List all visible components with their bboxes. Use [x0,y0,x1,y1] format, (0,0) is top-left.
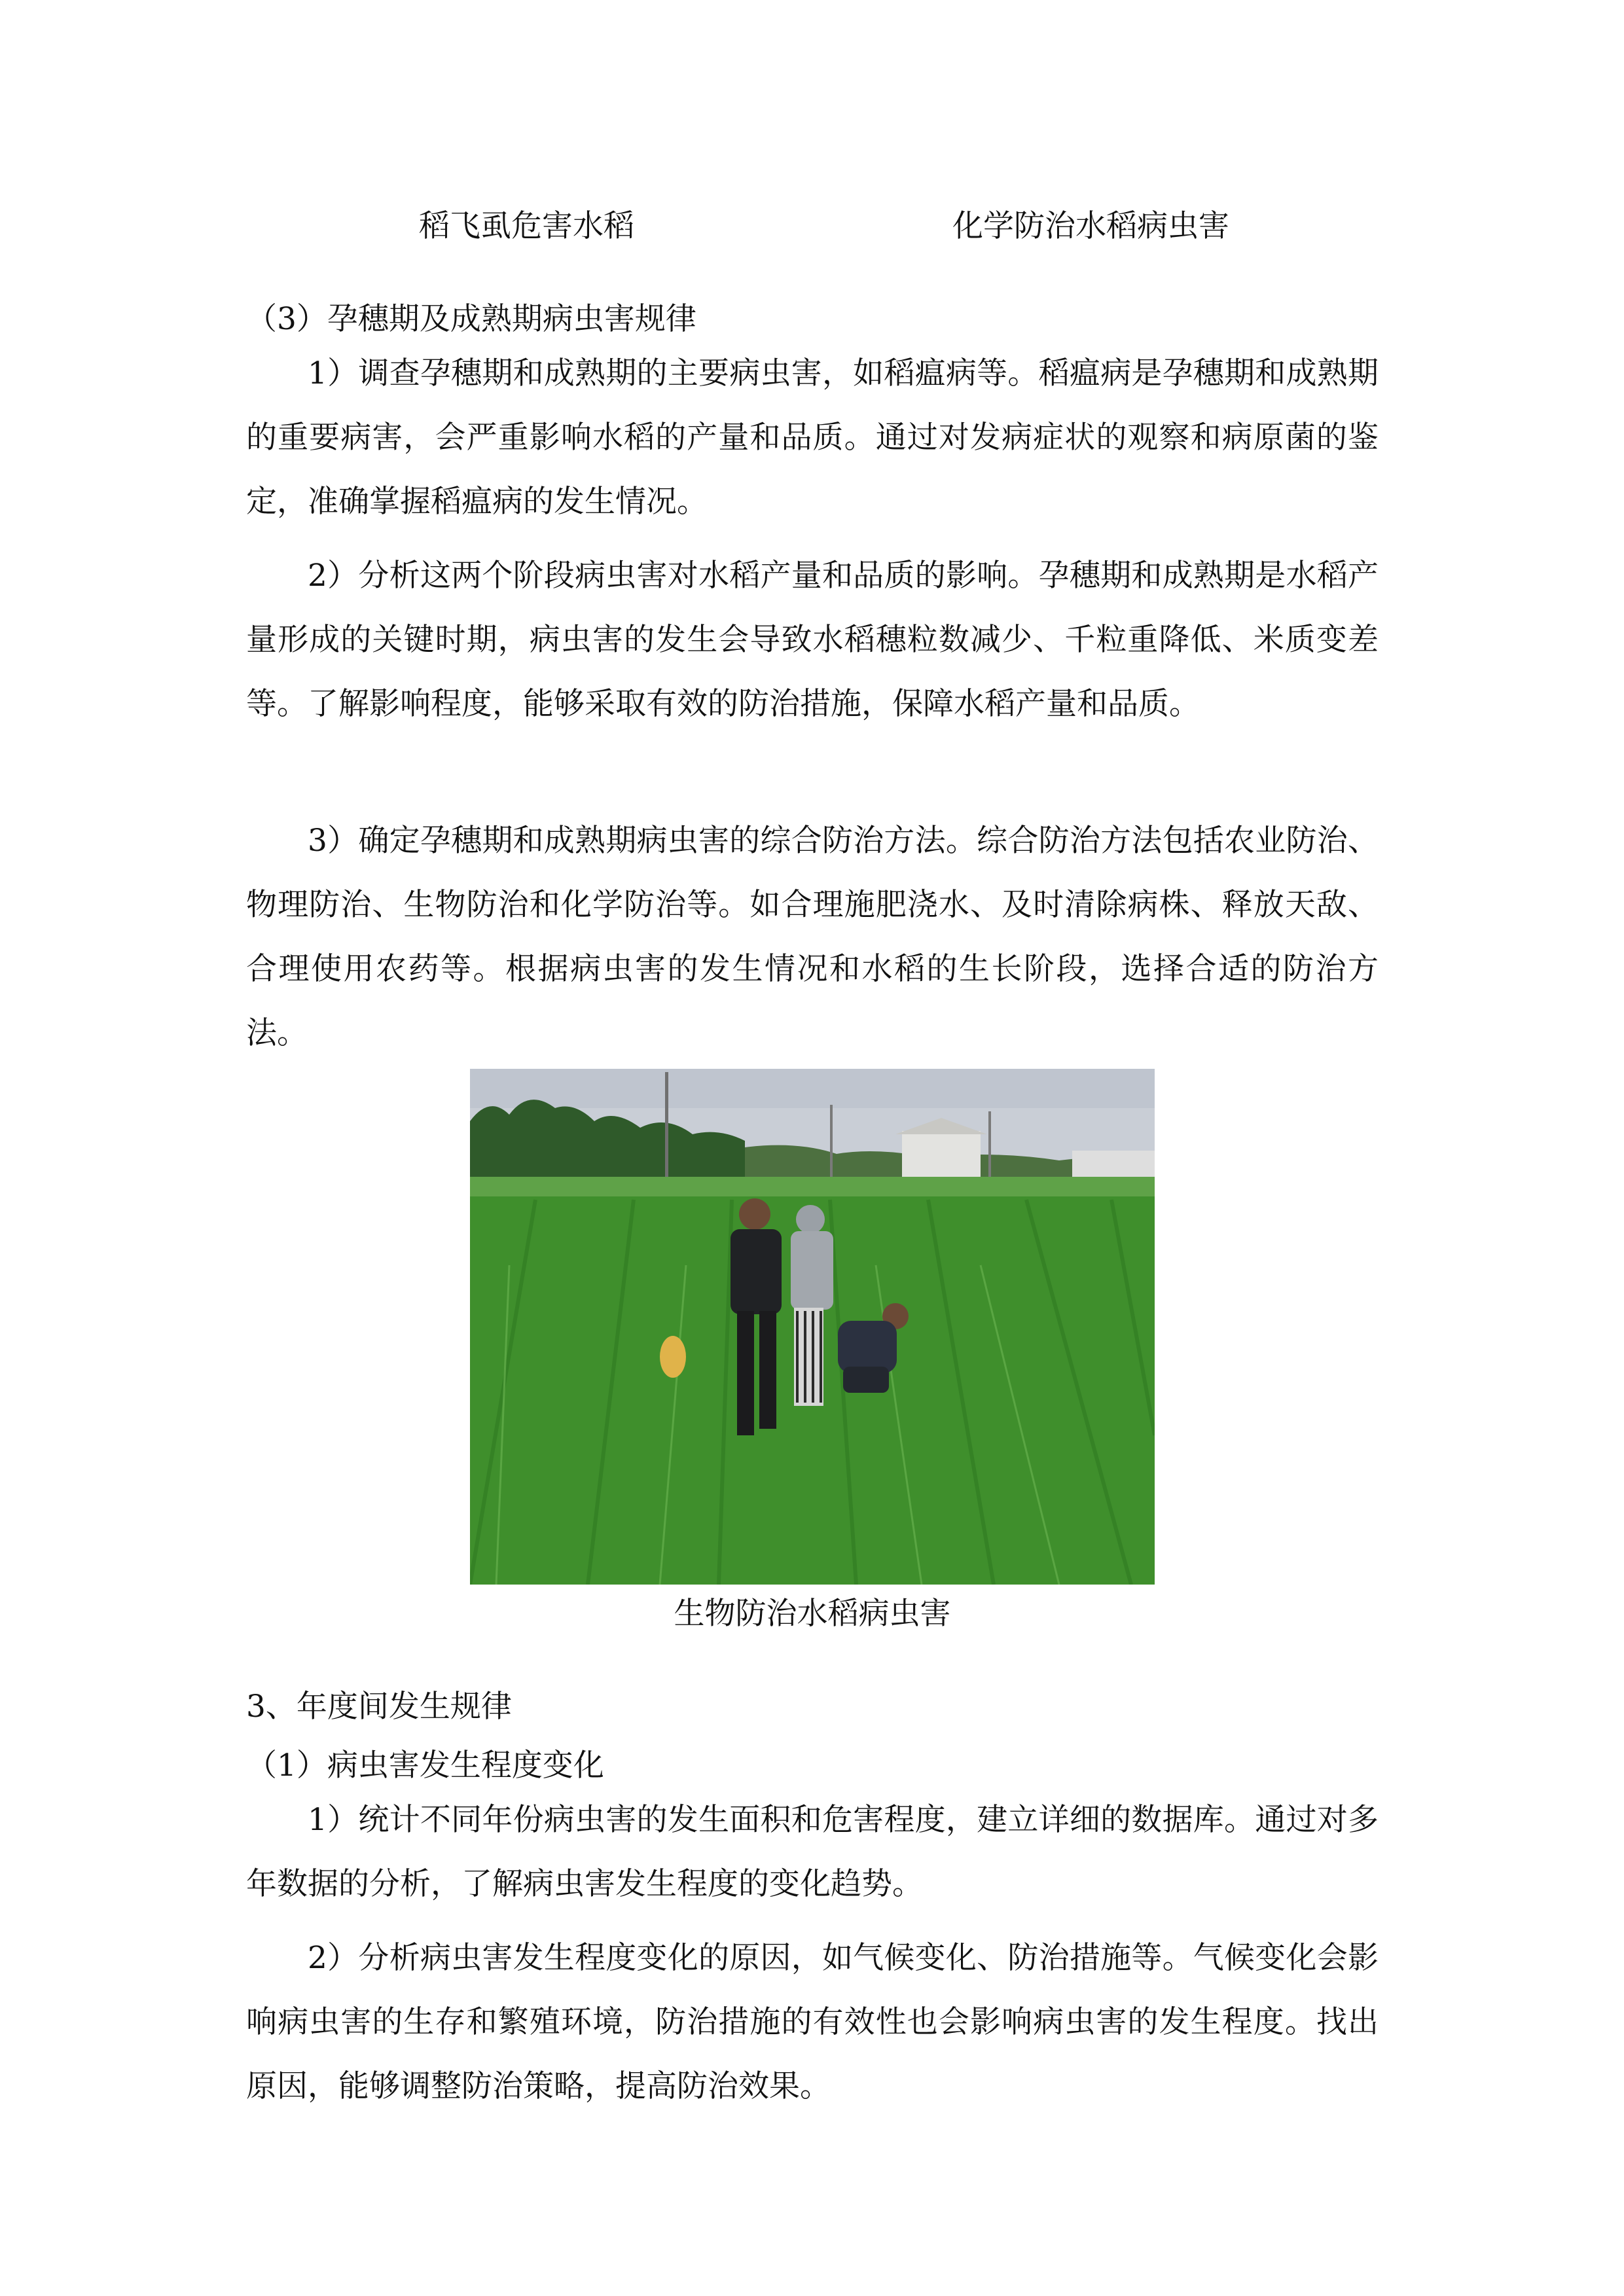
field-photo-biological-control [470,1069,1155,1585]
caption-planthopper-damage: 稻飞虱危害水稻 [419,208,634,244]
paragraph-booting-1: 1）调查孕穗期和成熟期的主要病虫害，如稻瘟病等。稻瘟病是孕穗期和成熟期的重要病害，会严重影响水稻的产量和品质。通过对发病症状的观察和病原菌的鉴定，准确掌握稻瘟病的发生情况。 [246,355,1379,520]
caption-chemical-control: 化学防治水稻病虫害 [952,208,1229,244]
image-captions-row [0,200,1624,253]
paragraph-booting-3: 3）确定孕穗期和成熟期病虫害的综合防治方法。综合防治方法包括农业防治、物理防治、生物防治和化学防治等。如合理施肥浇水、及时清除病株、释放天敌、合理使用农药等。根据病虫害的发生情况和水稻的生长阶段，选择合适的防治方法。 [246,823,1379,1051]
rice-field-illustration [470,1069,1155,1585]
paragraph-booting-2: 2）分析这两个阶段病虫害对水稻产量和品质的影响。孕穗期和成熟期是水稻产量形成的关键时期，病虫害的发生会导致水稻穗粒数减少、千粒重降低、米质变差等。了解影响程度，能够采取有效的防治措施，保障水稻产量和品质。 [246,558,1379,722]
subheading-severity-change: （1）病虫害发生程度变化 [246,1748,604,1784]
section-heading-annual: 3、年度间发生规律 [246,1689,512,1725]
section-heading-booting-maturity: （3）孕穗期及成熟期病虫害规律 [246,301,696,337]
paragraph-annual-2: 2）分析病虫害发生程度变化的原因，如气候变化、防治措施等。气候变化会影响病虫害的生存和繁殖环境，防治措施的有效性也会影响病虫害的发生程度。找出原因，能够调整防治策略，提高防治效果。 [246,1940,1379,2104]
photo-caption: 生物防治水稻病虫害 [674,1596,951,1632]
paragraph-annual-1: 1）统计不同年份病虫害的发生面积和危害程度，建立详细的数据库。通过对多年数据的分析，了解病虫害发生程度的变化趋势。 [246,1802,1379,1902]
